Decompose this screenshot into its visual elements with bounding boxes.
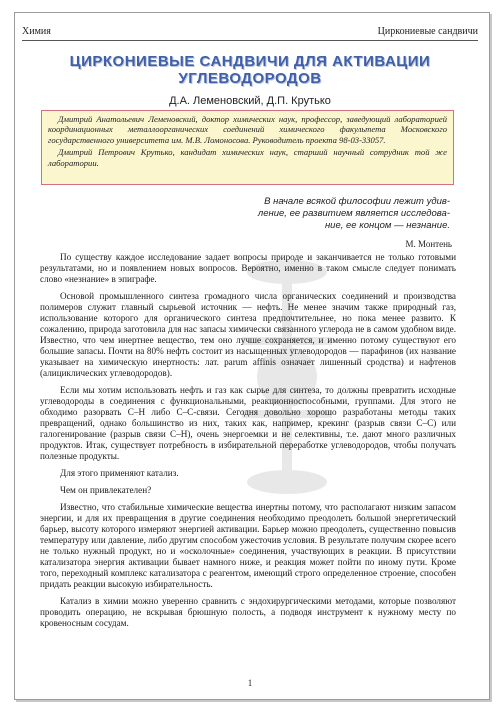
header-article-label: Циркониевые сандвичи	[377, 26, 478, 37]
body-paragraph: Если мы хотим использовать нефть и газ как сырье для синтеза, то должны превратить исходные углеводороды в соединения с функциональными, реакционноспособными, группами. Для этого не обходимо разорвать C–H либо C–C-связи. Сегодня довольно хорошо разработаны методы таких превращений, однако большинство из них, таких как, например, крекинг (разрыв связи C–C) или галогенирование (разрыв связи C–H), очень энергоемки и не селективны, т.е. дают много различных продуктов. Итак, существует потребность в избирательной переработке углеводородов, чтобы получать полезные продукты.	[40, 385, 456, 461]
body-paragraph: Чем он привлекателен?	[60, 485, 152, 495]
body-paragraph: Для этого применяют катализ.	[60, 468, 179, 478]
epigraph-line-3: ние, ее концом — незнание.	[324, 220, 450, 231]
epigraph-line-1: В начале всякой философии лежит удив-	[264, 196, 450, 207]
body-paragraph: Основой промышленного синтеза громадного числа органических соединений и производства полимеров служит главный сырьевой источник — нефть. Не менее значим также природный газ, использование которого для органического синтеза предпочтительнее, но пока менее развито. К сожалению, природа заготовила для нас запасы химически связанного углерода не в самом удобном виде. Известно, что чем инертнее вещество, тем оно лучше сохраняется, и именно потому существуют его большие запасы. Почти на 80% нефть состоит из насыщенных углеводородов — парафинов (их название указывает на химическую инертность: лат. parum affinis означает лишенный сродства) и нафтенов (алициклических углеводородов).	[40, 291, 456, 378]
author-info-krutko: Дмитрий Петрович Крутько, кандидат химических наук, старший научный сотрудник той же лаборатории.	[48, 147, 447, 168]
page-number: 1	[247, 678, 253, 688]
epigraph-line-2: ление, ее развитием является исследова-	[257, 208, 450, 219]
header-section-label: Химия	[22, 26, 51, 37]
body-paragraph: По существу каждое исследование задает вопросы природе и заканчивается не только готовыми результатами, но и появлением новых вопросов. Вероятно, именно в таком смысле следует понимать слово «незнание» в эпиграфе.	[40, 252, 456, 284]
body-paragraph: Известно, что стабильные химические вещества инертны потому, что располагают низким запасом энергии, и для их превращения в другие соединения необходимо преодолеть большой энергетический барьер, высоту которого измеряют энергией активации. Барьер можно преодолеть, существенно повысив температуру или давление, либо другим способом ужесточив условия. В результате получим скорее всего не только нужный продукт, но и «осколочные» соединения, участвующих в реакции. В присутствии катализатора энергия активации бывает намного ниже, и реакция может пойти по иному пути. Кроме того, переходный комплекс катализатора с реагентом, имеющий строго определенное строение, способен придать реакции высокую избирательность.	[40, 502, 456, 589]
author-info-box	[41, 110, 454, 185]
article-title	[40, 53, 460, 87]
epigraph	[240, 196, 450, 232]
article-title-line-1: ЦИРКОНИЕВЫЕ САНДВИЧИ ДЛЯ АКТИВАЦИИ	[69, 53, 431, 70]
running-header	[22, 26, 478, 41]
body-paragraph: Катализ в химии можно уверенно сравнить с эндохирургическими методами, которые позволяют проводить операцию, не вскрывая брюшную полость, а подводя инструмент к нужному месту по кровеносным сосудам.	[40, 596, 456, 628]
author-info-lemenovsky: Дмитрий Анатольевич Леменовский, доктор химических наук, профессор, заведующий лабораторией координационных металлоорганических соединений химического факультета Московского государственного университета им. М.В. Ломоносова. Руководитель проекта 98-03-33057.	[48, 114, 447, 145]
article-title-line-2: УГЛЕВОДОРОДОВ	[178, 70, 322, 87]
article-authors: Д.А. Леменовский, Д.П. Крутько	[169, 95, 331, 107]
article-body	[40, 252, 456, 635]
epigraph-author: М. Монтень	[405, 239, 452, 249]
